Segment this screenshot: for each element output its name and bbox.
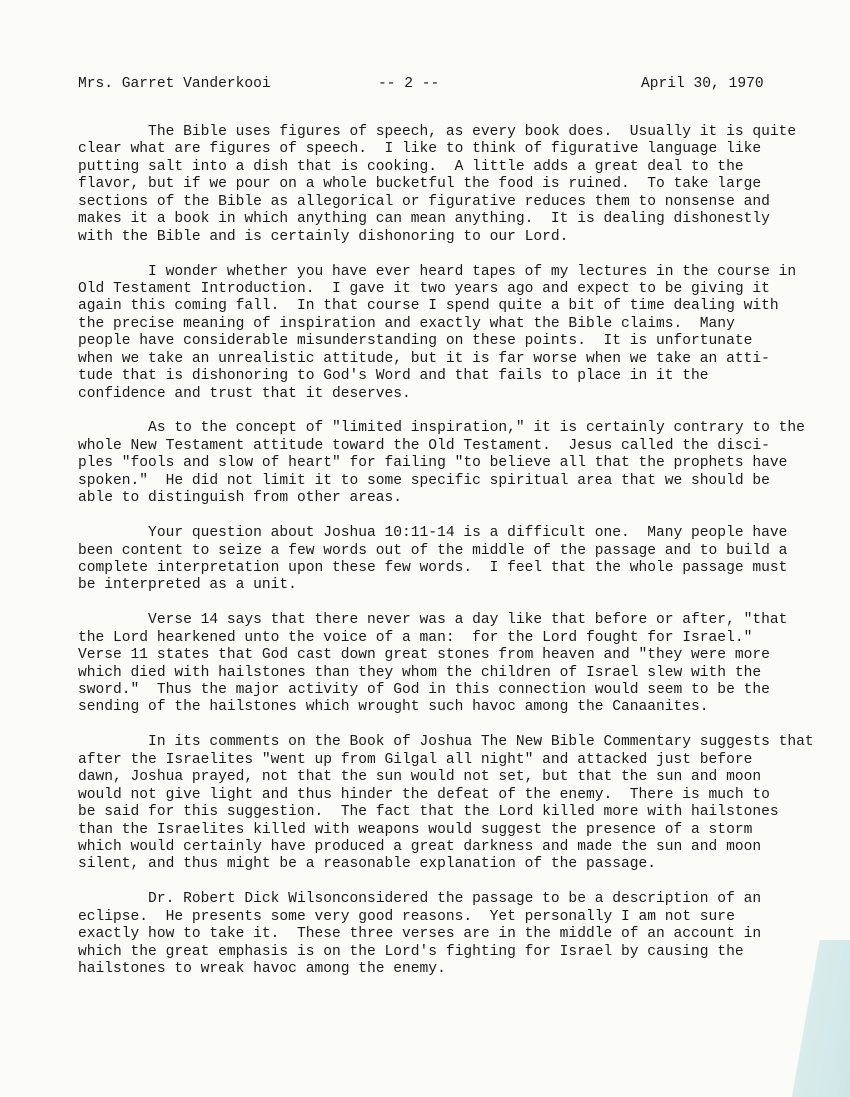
- paragraph: [78, 525, 798, 595]
- text-line: the precise meaning of inspiration and exactly what the Bible claims. Many: [78, 315, 735, 332]
- recipient-name: Mrs. Garret Vanderkooi: [78, 76, 271, 92]
- text-line: flavor, but if we pour on a whole bucketful the food is ruined. To take large: [78, 176, 762, 193]
- text-line: whole New Testament attitude toward the Old Testament. Jesus called the disci-: [78, 437, 770, 454]
- text-line: dawn, Joshua prayed, not that the sun would not set, but that the sun and moon: [78, 769, 762, 786]
- text-line: sections of the Bible as allegorical or figurative reduces them to nonsense and: [78, 193, 770, 210]
- text-line: able to distinguish from other areas.: [78, 490, 403, 507]
- text-line: clear what are figures of speech. I like to think of figurative language like: [78, 141, 762, 158]
- text-line: sword." Thus the major activity of God in this connection would seem to be the: [78, 682, 770, 698]
- letter-date: April 30, 1970: [641, 76, 764, 92]
- text-line: the Lord hearkened unto the voice of a man: for the Lord fought for Israel.": [78, 629, 753, 646]
- text-line: putting salt into a dish that is cooking. A little adds a great deal to the: [78, 158, 744, 175]
- text-line: Your question about Joshua 10:11-14 is a difficult one. Many people have: [78, 525, 788, 542]
- text-line: As to the concept of "limited inspiration," it is certainly contrary to the: [78, 420, 805, 437]
- text-line: when we take an unrealistic attitude, but it is far worse when we take an atti-: [78, 350, 770, 367]
- letter-body: [78, 124, 814, 996]
- text-line: people have considerable misunderstanding on these points. It is unfortunate: [78, 333, 753, 350]
- paragraph: [78, 420, 805, 507]
- paragraph: [78, 612, 798, 717]
- page-number: -- 2 --: [378, 76, 440, 92]
- text-line: Old Testament Introduction. I gave it two years ago and expect to be giving it: [78, 280, 770, 297]
- text-line: Verse 11 states that God cast down great stones from heaven and "they were more: [78, 647, 770, 664]
- text-line: Dr. Robert Dick Wilsonconsidered the passage to be a description of an: [78, 891, 762, 908]
- text-line: after the Israelites "went up from Gilgal all night" and attacked just before: [78, 751, 753, 768]
- text-line: which died with hailstones than they whom the children of Israel slew with the: [78, 664, 762, 681]
- text-line: complete interpretation upon these few words. I feel that the whole passage must: [78, 559, 788, 576]
- text-line: hailstones to wreak havoc among the enemy.: [78, 961, 446, 977]
- text-line: be said for this suggestion. The fact that the Lord killed more with hailstones: [78, 804, 779, 821]
- paragraph: [78, 124, 798, 246]
- text-line: than the Israelites killed with weapons would suggest the presence of a storm: [78, 821, 753, 838]
- text-line: with the Bible and is certainly dishonoring to our Lord.: [78, 228, 569, 245]
- text-line: silent, and thus might be a reasonable explanation of the passage.: [78, 856, 657, 873]
- paragraph: [78, 891, 798, 978]
- text-line: spoken." He did not limit it to some specific spiritual area that we should be: [78, 472, 770, 489]
- text-line: The Bible uses figures of speech, as every book does. Usually it is quite: [78, 124, 797, 140]
- text-line: sending of the hailstones which wrought such havoc among the Canaanites.: [78, 699, 709, 716]
- text-line: tude that is dishonoring to God's Word and that fails to place in it the: [78, 368, 709, 385]
- text-line: In its comments on the Book of Joshua The New Bible Commentary suggests that: [78, 734, 814, 751]
- text-line: makes it a book in which anything can mean anything. It is dealing dishonestly: [78, 211, 770, 228]
- text-line: confidence and trust that it deserves.: [78, 385, 411, 402]
- text-line: which would certainly have produced a great darkness and made the sun and moon: [78, 838, 762, 855]
- text-line: ples "fools and slow of heart" for failing "to believe all that the prophets have: [78, 455, 788, 472]
- text-line: again this coming fall. In that course I spend quite a bit of time dealing with: [78, 298, 779, 315]
- text-line: exactly how to take it. These three verses are in the middle of an account in: [78, 926, 762, 943]
- paragraph: [78, 264, 798, 404]
- text-line: Verse 14 says that there never was a day like that before or after, "that: [78, 612, 788, 629]
- text-line: I wonder whether you have ever heard tapes of my lectures in the course in: [78, 263, 797, 280]
- text-line: been content to seize a few words out of the middle of the passage and to build a: [78, 542, 788, 559]
- text-line: which the great emphasis is on the Lord's fighting for Israel by causing the: [78, 943, 744, 960]
- scan-edge: [780, 940, 850, 1097]
- text-line: eclipse. He presents some very good reasons. Yet personally I am not sure: [78, 908, 735, 925]
- paragraph: [78, 734, 814, 874]
- text-line: would not give light and thus hinder the defeat of the enemy. There is much to: [78, 786, 770, 803]
- text-line: be interpreted as a unit.: [78, 577, 297, 594]
